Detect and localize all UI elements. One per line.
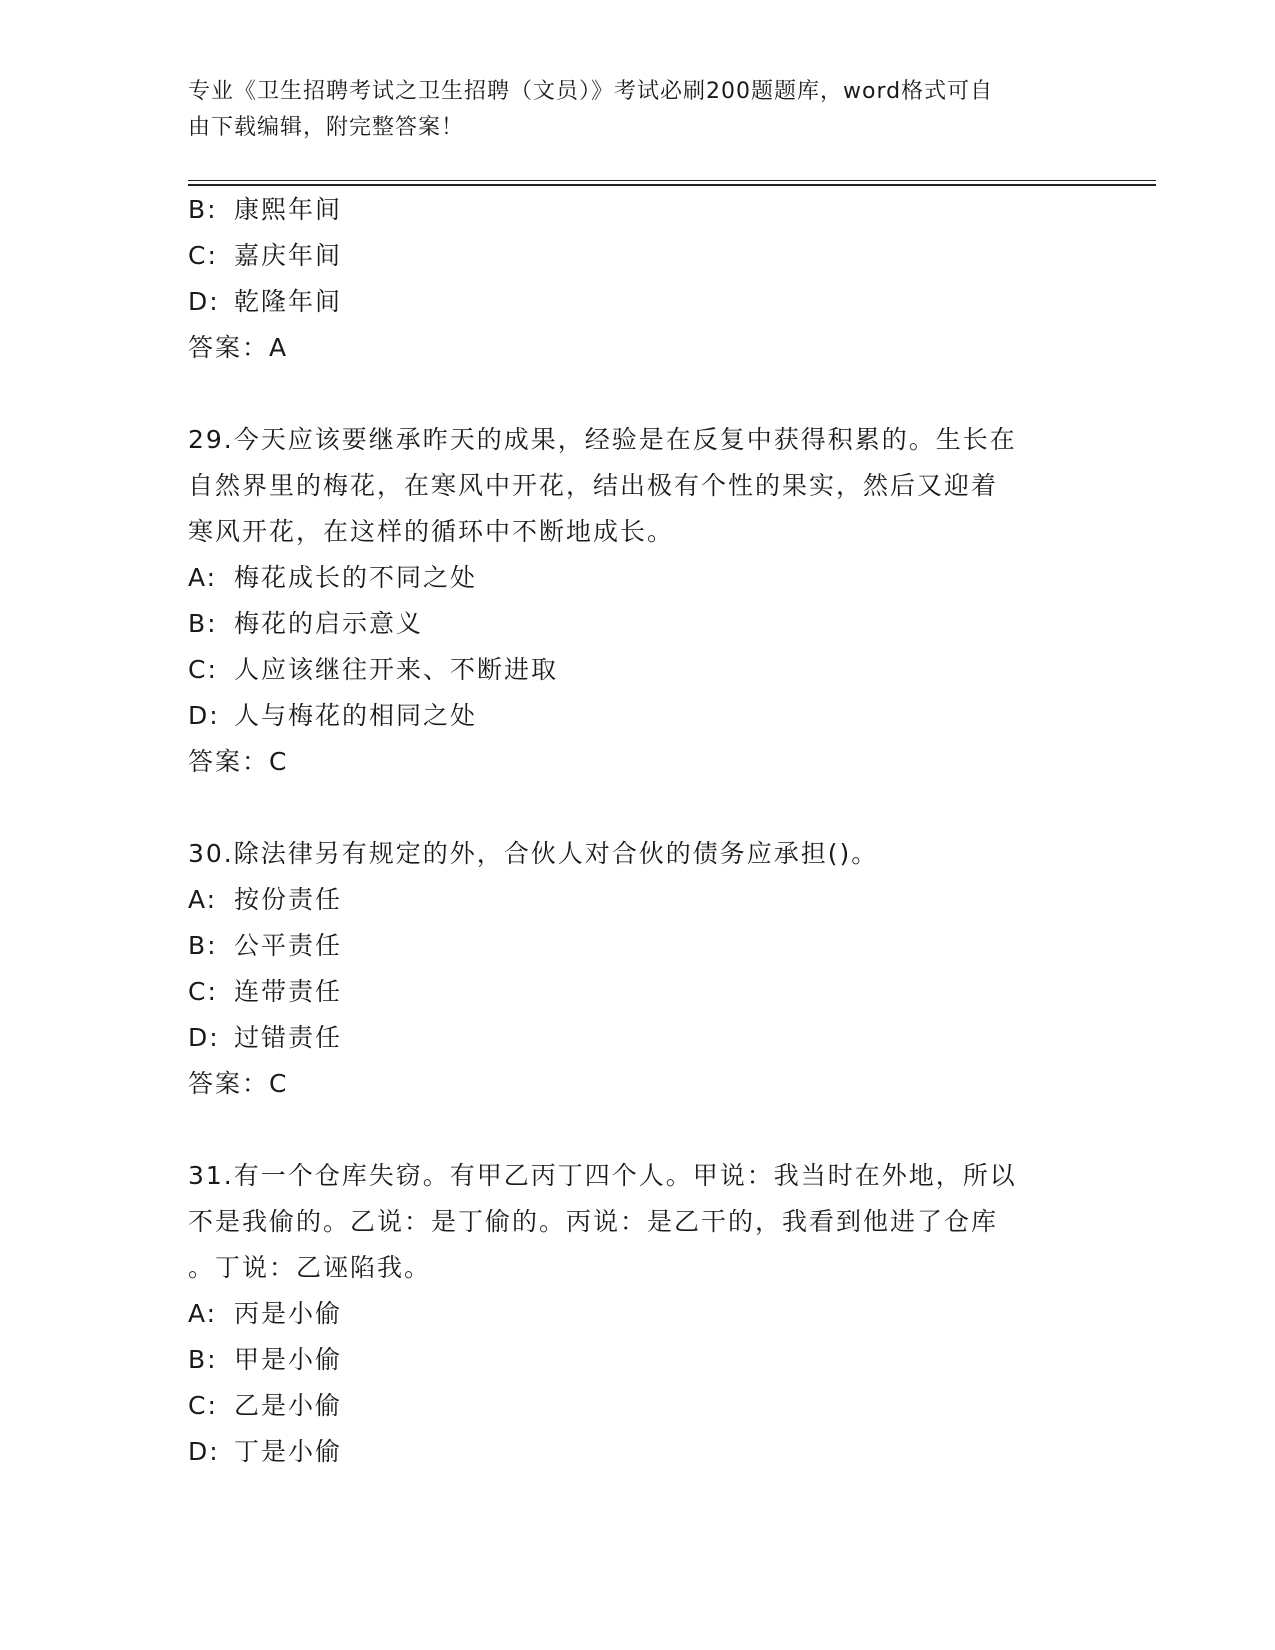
question-content: [188, 187, 1088, 1475]
option-text: 甲是小偷: [234, 1345, 343, 1374]
option-text: 连带责任: [234, 977, 343, 1006]
option-text: 梅花成长的不同之处: [234, 563, 478, 592]
option-letter: D:: [188, 1437, 220, 1466]
option-letter: A:: [188, 885, 218, 914]
option-text: 丙是小偷: [234, 1299, 343, 1328]
option-letter: A:: [188, 1299, 218, 1328]
option-letter: B:: [188, 195, 218, 224]
option-letter: D:: [188, 287, 220, 316]
question-28-continuation: [188, 187, 1088, 371]
header-rule-thick: [188, 184, 1156, 186]
option-a: [188, 1291, 1088, 1337]
question-stem-line: 不是我偷的。乙说：是丁偷的。丙说：是乙干的，我看到他进了仓库: [188, 1207, 999, 1236]
option-letter: B:: [188, 1345, 218, 1374]
spacer: [188, 371, 1088, 417]
option-text: 乾隆年间: [234, 287, 343, 316]
option-text: 过错责任: [234, 1023, 343, 1052]
header-line-1: 专业《卫生招聘考试之卫生招聘（文员）》考试必刷200题题库，word格式可自: [188, 79, 994, 104]
question-stem-line: 30.除法律另有规定的外，合伙人对合伙的债务应承担()。: [188, 839, 879, 868]
option-c: [188, 647, 1088, 693]
question-stem-line: 。丁说：乙诬陷我。: [188, 1253, 432, 1282]
question-stem-line: 自然界里的梅花，在寒风中开花，结出极有个性的果实，然后又迎着: [188, 471, 999, 500]
answer-line: 答案：A: [188, 333, 289, 362]
option-text: 丁是小偷: [234, 1437, 343, 1466]
option-d: [188, 1429, 1088, 1475]
option-text: 人应该继往开来、不断进取: [234, 655, 559, 684]
header-line-2: 由下载编辑，附完整答案！: [188, 115, 465, 140]
question-30: [188, 831, 1088, 1107]
question-31: [188, 1153, 1088, 1475]
option-letter: C:: [188, 241, 218, 270]
option-letter: B:: [188, 609, 218, 638]
question-29: [188, 417, 1088, 785]
option-a: [188, 555, 1088, 601]
option-text: 嘉庆年间: [234, 241, 343, 270]
option-letter: C:: [188, 977, 218, 1006]
spacer: [188, 785, 1088, 831]
option-text: 公平责任: [234, 931, 343, 960]
option-c: [188, 233, 1088, 279]
option-text: 乙是小偷: [234, 1391, 343, 1420]
option-a: [188, 877, 1088, 923]
option-text: 人与梅花的相同之处: [234, 701, 478, 730]
option-letter: B:: [188, 931, 218, 960]
option-b: [188, 923, 1088, 969]
option-b: [188, 187, 1088, 233]
option-text: 梅花的启示意义: [234, 609, 424, 638]
option-text: 按份责任: [234, 885, 343, 914]
option-letter: D:: [188, 701, 220, 730]
header-rule-thin: [188, 180, 1156, 181]
answer-line: 答案：C: [188, 747, 289, 776]
option-d: [188, 279, 1088, 325]
question-stem-line: 29.今天应该要继承昨天的成果，经验是在反复中获得积累的。生长在: [188, 425, 1017, 454]
option-text: 康熙年间: [234, 195, 343, 224]
document-header: [188, 74, 1068, 146]
option-d: [188, 693, 1088, 739]
question-stem-line: 31.有一个仓库失窃。有甲乙丙丁四个人。甲说：我当时在外地，所以: [188, 1161, 1017, 1190]
question-stem-line: 寒风开花，在这样的循环中不断地成长。: [188, 517, 675, 546]
answer-line: 答案：C: [188, 1069, 289, 1098]
option-c: [188, 969, 1088, 1015]
option-d: [188, 1015, 1088, 1061]
option-letter: C:: [188, 655, 218, 684]
option-letter: D:: [188, 1023, 220, 1052]
option-b: [188, 601, 1088, 647]
spacer: [188, 1107, 1088, 1153]
option-b: [188, 1337, 1088, 1383]
option-letter: C:: [188, 1391, 218, 1420]
option-letter: A:: [188, 563, 218, 592]
option-c: [188, 1383, 1088, 1429]
